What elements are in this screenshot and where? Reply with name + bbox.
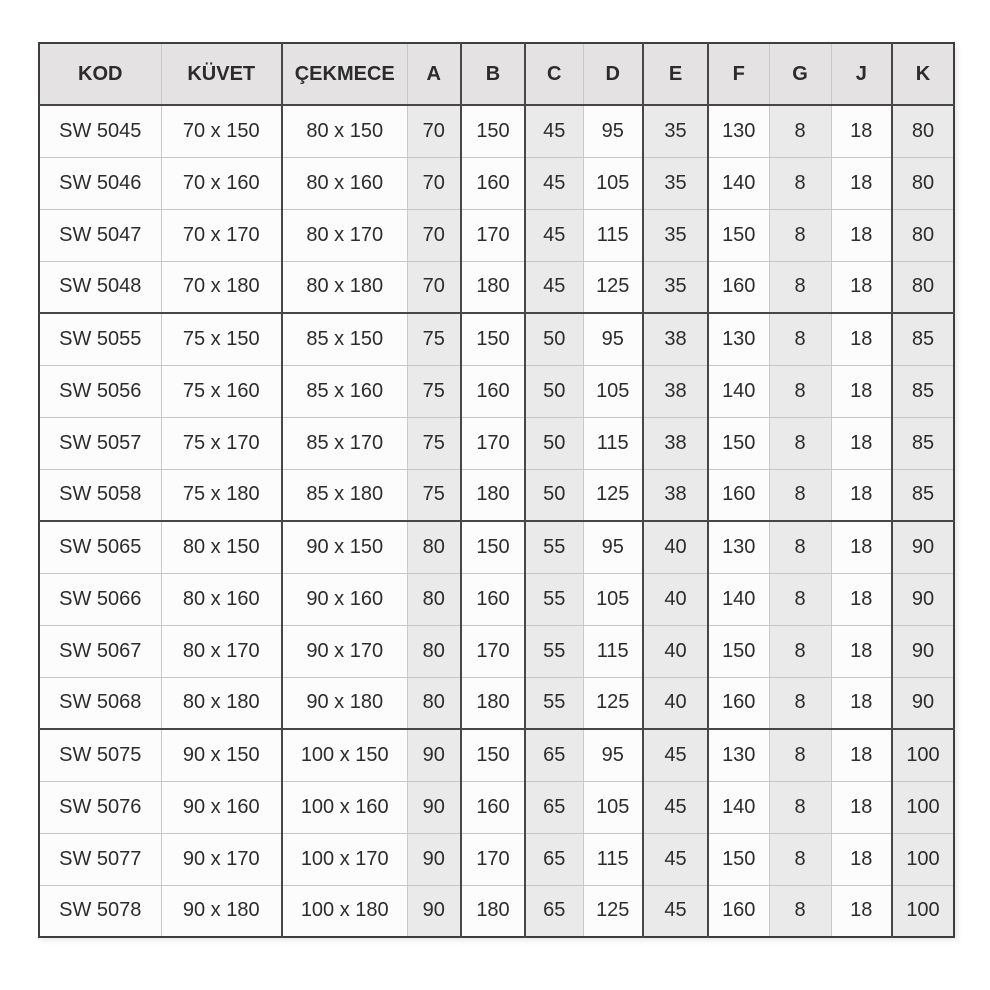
cell-j: 18 <box>831 313 892 365</box>
cell-f: 130 <box>708 313 769 365</box>
cell-f: 160 <box>708 885 769 937</box>
cell-f: 140 <box>708 781 769 833</box>
cell-k: 100 <box>892 781 954 833</box>
cell-a: 75 <box>407 313 461 365</box>
header-cell-e: E <box>643 43 708 105</box>
cell-j: 18 <box>831 573 892 625</box>
cell-kuvet: 90 x 150 <box>161 729 282 781</box>
cell-a: 75 <box>407 469 461 521</box>
cell-kuvet: 80 x 160 <box>161 573 282 625</box>
cell-c: 50 <box>525 417 583 469</box>
header-cell-c: C <box>525 43 583 105</box>
table-row <box>39 365 954 417</box>
cell-j: 18 <box>831 781 892 833</box>
cell-j: 18 <box>831 729 892 781</box>
cell-j: 18 <box>831 885 892 937</box>
cell-kuvet: 80 x 150 <box>161 521 282 573</box>
cell-j: 18 <box>831 105 892 157</box>
cell-c: 55 <box>525 677 583 729</box>
cell-d: 115 <box>583 833 643 885</box>
cell-e: 38 <box>643 417 708 469</box>
cell-d: 105 <box>583 573 643 625</box>
cell-b: 160 <box>461 365 525 417</box>
cell-cekmece: 100 x 180 <box>282 885 407 937</box>
table-row <box>39 157 954 209</box>
cell-g: 8 <box>769 105 831 157</box>
cell-g: 8 <box>769 625 831 677</box>
cell-cekmece: 80 x 170 <box>282 209 407 261</box>
table-row <box>39 677 954 729</box>
cell-f: 140 <box>708 365 769 417</box>
cell-f: 150 <box>708 833 769 885</box>
cell-d: 95 <box>583 729 643 781</box>
cell-a: 80 <box>407 677 461 729</box>
cell-kod: SW 5068 <box>39 677 161 729</box>
header-cell-d: D <box>583 43 643 105</box>
cell-g: 8 <box>769 313 831 365</box>
cell-d: 115 <box>583 625 643 677</box>
cell-kuvet: 75 x 170 <box>161 417 282 469</box>
cell-c: 65 <box>525 781 583 833</box>
cell-j: 18 <box>831 521 892 573</box>
cell-k: 80 <box>892 261 954 313</box>
cell-f: 150 <box>708 625 769 677</box>
table-row <box>39 261 954 313</box>
cell-d: 115 <box>583 209 643 261</box>
cell-kuvet: 80 x 170 <box>161 625 282 677</box>
cell-kod: SW 5066 <box>39 573 161 625</box>
cell-kuvet: 75 x 180 <box>161 469 282 521</box>
cell-b: 170 <box>461 417 525 469</box>
cell-cekmece: 100 x 160 <box>282 781 407 833</box>
header-cell-g: G <box>769 43 831 105</box>
cell-b: 160 <box>461 573 525 625</box>
cell-kod: SW 5065 <box>39 521 161 573</box>
cell-kod: SW 5075 <box>39 729 161 781</box>
cell-d: 125 <box>583 677 643 729</box>
cell-f: 130 <box>708 521 769 573</box>
cell-a: 75 <box>407 365 461 417</box>
cell-kod: SW 5077 <box>39 833 161 885</box>
cell-b: 180 <box>461 885 525 937</box>
cell-f: 160 <box>708 469 769 521</box>
cell-b: 150 <box>461 521 525 573</box>
cell-j: 18 <box>831 625 892 677</box>
cell-e: 35 <box>643 157 708 209</box>
cell-j: 18 <box>831 157 892 209</box>
cell-f: 130 <box>708 105 769 157</box>
table-row <box>39 105 954 157</box>
cell-d: 125 <box>583 261 643 313</box>
cell-kod: SW 5076 <box>39 781 161 833</box>
cell-k: 100 <box>892 833 954 885</box>
header-cell-kod: KOD <box>39 43 161 105</box>
cell-kuvet: 75 x 150 <box>161 313 282 365</box>
cell-c: 50 <box>525 365 583 417</box>
cell-a: 80 <box>407 521 461 573</box>
cell-e: 40 <box>643 625 708 677</box>
cell-e: 45 <box>643 781 708 833</box>
table-row <box>39 781 954 833</box>
cell-j: 18 <box>831 365 892 417</box>
cell-c: 55 <box>525 521 583 573</box>
cell-b: 170 <box>461 625 525 677</box>
cell-a: 75 <box>407 417 461 469</box>
cell-d: 95 <box>583 313 643 365</box>
cell-kuvet: 75 x 160 <box>161 365 282 417</box>
cell-a: 90 <box>407 833 461 885</box>
cell-kod: SW 5047 <box>39 209 161 261</box>
cell-j: 18 <box>831 417 892 469</box>
cell-c: 50 <box>525 469 583 521</box>
cell-j: 18 <box>831 209 892 261</box>
cell-cekmece: 80 x 160 <box>282 157 407 209</box>
cell-j: 18 <box>831 677 892 729</box>
cell-c: 55 <box>525 573 583 625</box>
cell-cekmece: 90 x 180 <box>282 677 407 729</box>
cell-cekmece: 85 x 180 <box>282 469 407 521</box>
cell-kod: SW 5056 <box>39 365 161 417</box>
cell-cekmece: 100 x 150 <box>282 729 407 781</box>
cell-kuvet: 90 x 170 <box>161 833 282 885</box>
cell-c: 45 <box>525 261 583 313</box>
cell-e: 45 <box>643 833 708 885</box>
cell-a: 80 <box>407 573 461 625</box>
cell-e: 45 <box>643 885 708 937</box>
cell-kuvet: 80 x 180 <box>161 677 282 729</box>
cell-g: 8 <box>769 261 831 313</box>
cell-cekmece: 90 x 170 <box>282 625 407 677</box>
cell-k: 90 <box>892 677 954 729</box>
cell-d: 125 <box>583 885 643 937</box>
cell-c: 65 <box>525 833 583 885</box>
cell-e: 35 <box>643 209 708 261</box>
cell-a: 70 <box>407 209 461 261</box>
cell-kuvet: 90 x 180 <box>161 885 282 937</box>
cell-kod: SW 5046 <box>39 157 161 209</box>
cell-g: 8 <box>769 885 831 937</box>
cell-f: 140 <box>708 157 769 209</box>
cell-k: 85 <box>892 365 954 417</box>
cell-e: 38 <box>643 469 708 521</box>
cell-kuvet: 70 x 180 <box>161 261 282 313</box>
cell-k: 90 <box>892 625 954 677</box>
cell-cekmece: 80 x 150 <box>282 105 407 157</box>
cell-c: 55 <box>525 625 583 677</box>
cell-e: 35 <box>643 105 708 157</box>
cell-g: 8 <box>769 833 831 885</box>
table-row <box>39 469 954 521</box>
table-row <box>39 625 954 677</box>
cell-cekmece: 90 x 160 <box>282 573 407 625</box>
cell-e: 40 <box>643 521 708 573</box>
table-row <box>39 209 954 261</box>
cell-c: 45 <box>525 209 583 261</box>
cell-k: 100 <box>892 729 954 781</box>
cell-c: 50 <box>525 313 583 365</box>
cell-a: 80 <box>407 625 461 677</box>
cell-a: 90 <box>407 885 461 937</box>
cell-a: 90 <box>407 781 461 833</box>
cell-d: 125 <box>583 469 643 521</box>
cell-g: 8 <box>769 365 831 417</box>
cell-d: 105 <box>583 781 643 833</box>
cell-e: 38 <box>643 313 708 365</box>
cell-cekmece: 90 x 150 <box>282 521 407 573</box>
cell-kod: SW 5067 <box>39 625 161 677</box>
table-row <box>39 573 954 625</box>
cell-j: 18 <box>831 833 892 885</box>
cell-kod: SW 5045 <box>39 105 161 157</box>
cell-a: 90 <box>407 729 461 781</box>
cell-g: 8 <box>769 469 831 521</box>
cell-j: 18 <box>831 469 892 521</box>
cell-c: 45 <box>525 157 583 209</box>
table-row <box>39 521 954 573</box>
cell-d: 105 <box>583 157 643 209</box>
cell-b: 150 <box>461 313 525 365</box>
cell-kuvet: 70 x 150 <box>161 105 282 157</box>
cell-a: 70 <box>407 105 461 157</box>
table-row <box>39 885 954 937</box>
cell-k: 80 <box>892 105 954 157</box>
cell-kod: SW 5058 <box>39 469 161 521</box>
cell-b: 180 <box>461 261 525 313</box>
cell-b: 180 <box>461 469 525 521</box>
table-row <box>39 729 954 781</box>
cell-e: 40 <box>643 677 708 729</box>
cell-k: 80 <box>892 209 954 261</box>
cell-k: 100 <box>892 885 954 937</box>
cell-e: 45 <box>643 729 708 781</box>
cell-j: 18 <box>831 261 892 313</box>
cell-kuvet: 70 x 170 <box>161 209 282 261</box>
header-cell-a: A <box>407 43 461 105</box>
cell-g: 8 <box>769 521 831 573</box>
cell-k: 90 <box>892 521 954 573</box>
cell-f: 160 <box>708 261 769 313</box>
cell-g: 8 <box>769 573 831 625</box>
cell-b: 160 <box>461 781 525 833</box>
cell-k: 85 <box>892 313 954 365</box>
cell-kod: SW 5048 <box>39 261 161 313</box>
cell-d: 95 <box>583 105 643 157</box>
cell-d: 115 <box>583 417 643 469</box>
cell-f: 160 <box>708 677 769 729</box>
cell-g: 8 <box>769 157 831 209</box>
cell-f: 130 <box>708 729 769 781</box>
cell-kuvet: 70 x 160 <box>161 157 282 209</box>
cell-k: 85 <box>892 469 954 521</box>
header-cell-f: F <box>708 43 769 105</box>
cell-k: 80 <box>892 157 954 209</box>
cell-kod: SW 5055 <box>39 313 161 365</box>
header-cell-j: J <box>831 43 892 105</box>
header-cell-kuvet: KÜVET <box>161 43 282 105</box>
cell-g: 8 <box>769 209 831 261</box>
cell-b: 180 <box>461 677 525 729</box>
cell-f: 140 <box>708 573 769 625</box>
cell-c: 65 <box>525 885 583 937</box>
cell-c: 45 <box>525 105 583 157</box>
product-dimension-table <box>38 42 955 938</box>
cell-cekmece: 85 x 150 <box>282 313 407 365</box>
cell-kod: SW 5078 <box>39 885 161 937</box>
cell-kod: SW 5057 <box>39 417 161 469</box>
cell-kuvet: 90 x 160 <box>161 781 282 833</box>
header-row <box>39 43 954 105</box>
cell-g: 8 <box>769 781 831 833</box>
cell-b: 160 <box>461 157 525 209</box>
table-row <box>39 313 954 365</box>
cell-e: 35 <box>643 261 708 313</box>
cell-f: 150 <box>708 209 769 261</box>
cell-b: 150 <box>461 729 525 781</box>
cell-e: 40 <box>643 573 708 625</box>
cell-e: 38 <box>643 365 708 417</box>
cell-c: 65 <box>525 729 583 781</box>
cell-b: 170 <box>461 833 525 885</box>
header-cell-cekmece: ÇEKMECE <box>282 43 407 105</box>
cell-cekmece: 85 x 160 <box>282 365 407 417</box>
cell-cekmece: 85 x 170 <box>282 417 407 469</box>
table-row <box>39 417 954 469</box>
table-body <box>39 105 954 937</box>
cell-g: 8 <box>769 677 831 729</box>
table-row <box>39 833 954 885</box>
cell-b: 150 <box>461 105 525 157</box>
cell-b: 170 <box>461 209 525 261</box>
cell-a: 70 <box>407 261 461 313</box>
cell-k: 90 <box>892 573 954 625</box>
cell-d: 95 <box>583 521 643 573</box>
cell-a: 70 <box>407 157 461 209</box>
cell-cekmece: 80 x 180 <box>282 261 407 313</box>
header-cell-k: K <box>892 43 954 105</box>
cell-cekmece: 100 x 170 <box>282 833 407 885</box>
cell-d: 105 <box>583 365 643 417</box>
cell-k: 85 <box>892 417 954 469</box>
cell-g: 8 <box>769 417 831 469</box>
cell-g: 8 <box>769 729 831 781</box>
header-cell-b: B <box>461 43 525 105</box>
cell-f: 150 <box>708 417 769 469</box>
